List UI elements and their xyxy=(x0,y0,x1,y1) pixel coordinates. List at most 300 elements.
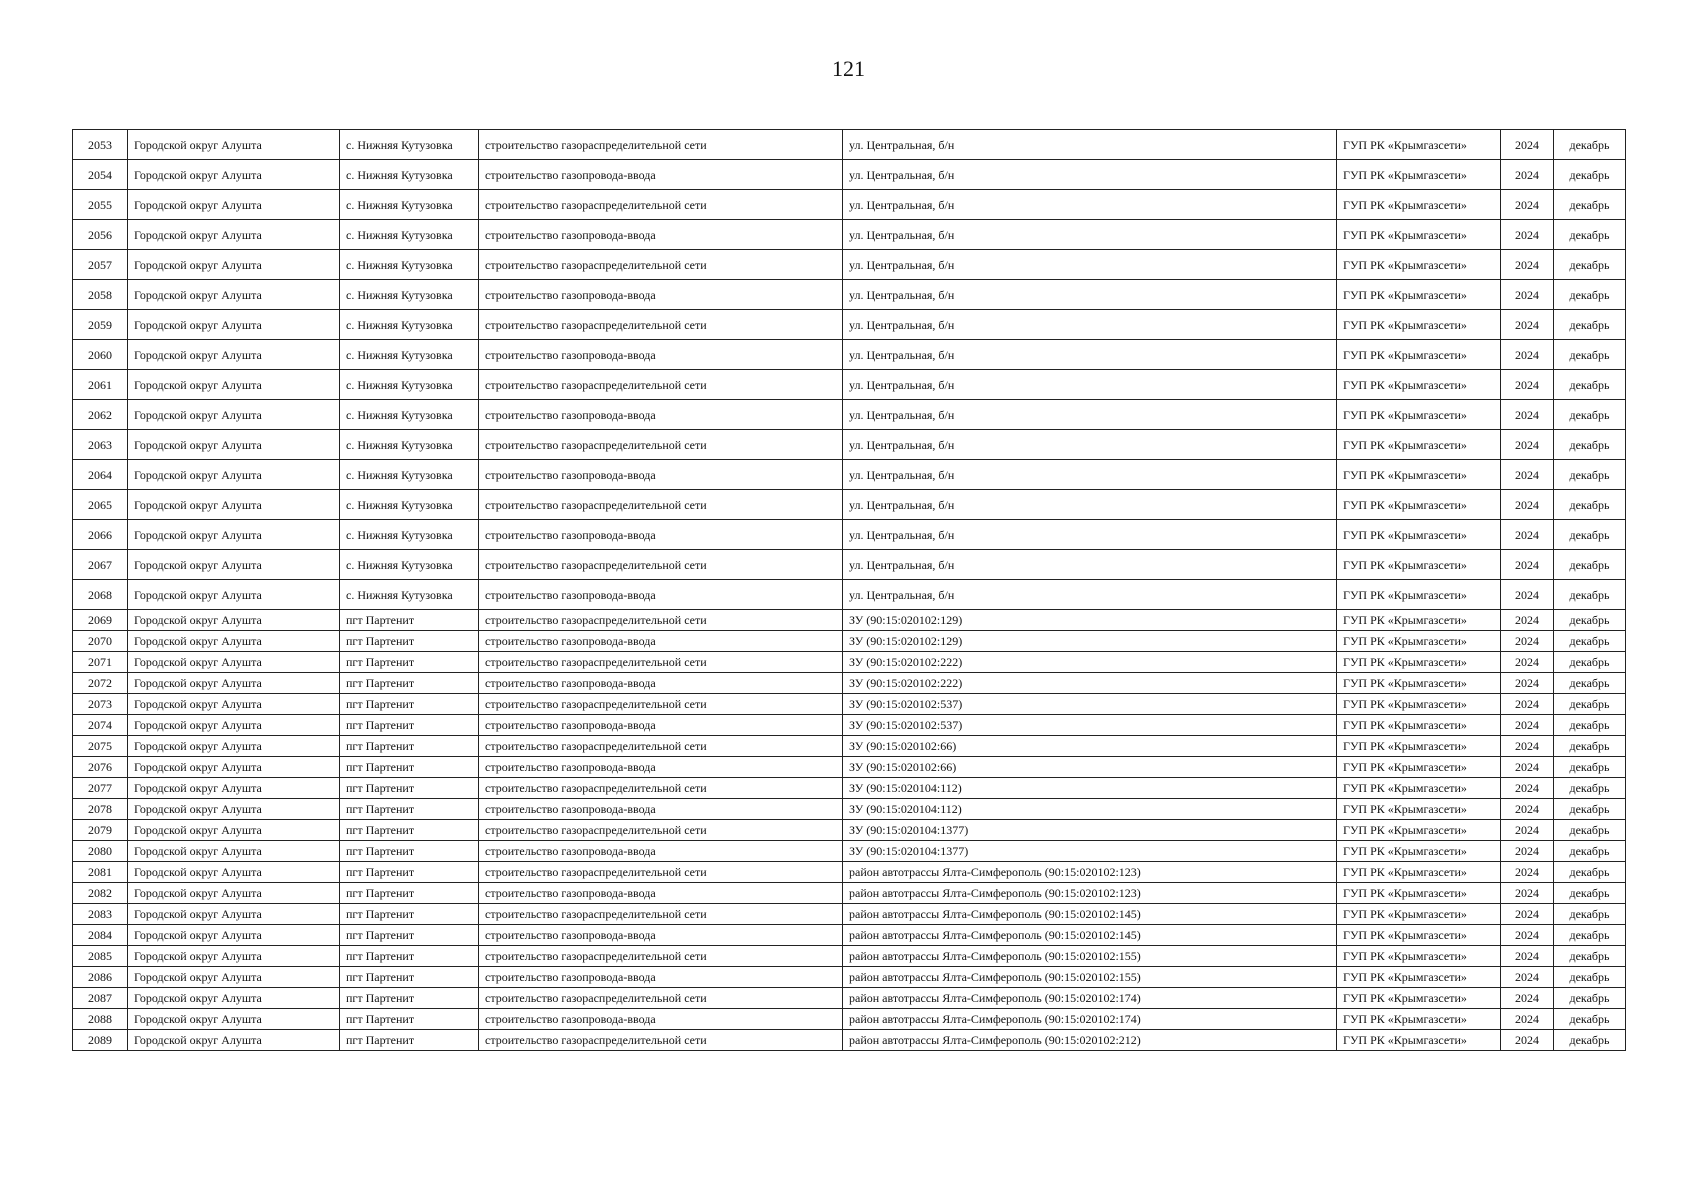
work-type-cell: строительство газораспределительной сети xyxy=(479,904,843,925)
table-row xyxy=(73,862,1626,883)
location-cell: ЗУ (90:15:020104:112) xyxy=(843,778,1337,799)
district-cell: Городской округ Алушта xyxy=(128,862,340,883)
work-type-cell: строительство газопровода-ввода xyxy=(479,280,843,310)
work-type-cell: строительство газопровода-ввода xyxy=(479,883,843,904)
location-cell: ЗУ (90:15:020102:537) xyxy=(843,715,1337,736)
location-cell: район автотрассы Ялта-Симферополь (90:15:020102:123) xyxy=(843,883,1337,904)
settlement-cell: пгт Партенит xyxy=(340,904,479,925)
table-row xyxy=(73,946,1626,967)
year-cell: 2024 xyxy=(1501,130,1554,160)
operator-cell: ГУП РК «Крымгазсети» xyxy=(1337,841,1501,862)
month-cell: декабрь xyxy=(1554,925,1626,946)
work-type-cell: строительство газопровода-ввода xyxy=(479,460,843,490)
month-cell: декабрь xyxy=(1554,736,1626,757)
location-cell: район автотрассы Ялта-Симферополь (90:15:020102:145) xyxy=(843,904,1337,925)
year-cell: 2024 xyxy=(1501,370,1554,400)
location-cell: ЗУ (90:15:020104:1377) xyxy=(843,820,1337,841)
table-row xyxy=(73,820,1626,841)
year-cell: 2024 xyxy=(1501,610,1554,631)
year-cell: 2024 xyxy=(1501,190,1554,220)
operator-cell: ГУП РК «Крымгазсети» xyxy=(1337,694,1501,715)
district-cell: Городской округ Алушта xyxy=(128,580,340,610)
district-cell: Городской округ Алушта xyxy=(128,967,340,988)
row-number: 2057 xyxy=(73,250,128,280)
district-cell: Городской округ Алушта xyxy=(128,841,340,862)
settlement-cell: пгт Партенит xyxy=(340,631,479,652)
location-cell: ул. Центральная, б/н xyxy=(843,520,1337,550)
location-cell: район автотрассы Ялта-Симферополь (90:15:020102:212) xyxy=(843,1030,1337,1051)
row-number: 2088 xyxy=(73,1009,128,1030)
location-cell: ул. Центральная, б/н xyxy=(843,580,1337,610)
operator-cell: ГУП РК «Крымгазсети» xyxy=(1337,757,1501,778)
year-cell: 2024 xyxy=(1501,550,1554,580)
table-row xyxy=(73,715,1626,736)
year-cell: 2024 xyxy=(1501,883,1554,904)
settlement-cell: с. Нижняя Кутузовка xyxy=(340,490,479,520)
row-number: 2087 xyxy=(73,988,128,1009)
year-cell: 2024 xyxy=(1501,652,1554,673)
table-row xyxy=(73,967,1626,988)
location-cell: ул. Центральная, б/н xyxy=(843,190,1337,220)
work-type-cell: строительство газопровода-ввода xyxy=(479,841,843,862)
table-row xyxy=(73,652,1626,673)
month-cell: декабрь xyxy=(1554,130,1626,160)
gasification-schedule-table xyxy=(72,129,1626,1051)
settlement-cell: пгт Партенит xyxy=(340,715,479,736)
work-type-cell: строительство газопровода-ввода xyxy=(479,757,843,778)
row-number: 2061 xyxy=(73,370,128,400)
year-cell: 2024 xyxy=(1501,820,1554,841)
district-cell: Городской округ Алушта xyxy=(128,736,340,757)
table-row xyxy=(73,904,1626,925)
year-cell: 2024 xyxy=(1501,757,1554,778)
location-cell: район автотрассы Ялта-Симферополь (90:15:020102:123) xyxy=(843,862,1337,883)
work-type-cell: строительство газораспределительной сети xyxy=(479,550,843,580)
operator-cell: ГУП РК «Крымгазсети» xyxy=(1337,370,1501,400)
settlement-cell: пгт Партенит xyxy=(340,736,479,757)
settlement-cell: с. Нижняя Кутузовка xyxy=(340,250,479,280)
district-cell: Городской округ Алушта xyxy=(128,715,340,736)
month-cell: декабрь xyxy=(1554,673,1626,694)
row-number: 2077 xyxy=(73,778,128,799)
row-number: 2064 xyxy=(73,460,128,490)
year-cell: 2024 xyxy=(1501,520,1554,550)
row-number: 2074 xyxy=(73,715,128,736)
table-row xyxy=(73,841,1626,862)
table-row xyxy=(73,160,1626,190)
year-cell: 2024 xyxy=(1501,430,1554,460)
work-type-cell: строительство газопровода-ввода xyxy=(479,220,843,250)
work-type-cell: строительство газораспределительной сети xyxy=(479,694,843,715)
operator-cell: ГУП РК «Крымгазсети» xyxy=(1337,280,1501,310)
row-number: 2067 xyxy=(73,550,128,580)
row-number: 2078 xyxy=(73,799,128,820)
settlement-cell: с. Нижняя Кутузовка xyxy=(340,520,479,550)
settlement-cell: с. Нижняя Кутузовка xyxy=(340,370,479,400)
row-number: 2065 xyxy=(73,490,128,520)
settlement-cell: с. Нижняя Кутузовка xyxy=(340,430,479,460)
month-cell: декабрь xyxy=(1554,250,1626,280)
month-cell: декабрь xyxy=(1554,631,1626,652)
settlement-cell: пгт Партенит xyxy=(340,694,479,715)
table-row xyxy=(73,631,1626,652)
district-cell: Городской округ Алушта xyxy=(128,946,340,967)
work-type-cell: строительство газораспределительной сети xyxy=(479,430,843,460)
district-cell: Городской округ Алушта xyxy=(128,130,340,160)
year-cell: 2024 xyxy=(1501,160,1554,190)
month-cell: декабрь xyxy=(1554,280,1626,310)
district-cell: Городской округ Алушта xyxy=(128,160,340,190)
year-cell: 2024 xyxy=(1501,250,1554,280)
district-cell: Городской округ Алушта xyxy=(128,652,340,673)
settlement-cell: с. Нижняя Кутузовка xyxy=(340,310,479,340)
settlement-cell: с. Нижняя Кутузовка xyxy=(340,280,479,310)
month-cell: декабрь xyxy=(1554,967,1626,988)
row-number: 2089 xyxy=(73,1030,128,1051)
location-cell: ул. Центральная, б/н xyxy=(843,340,1337,370)
settlement-cell: пгт Партенит xyxy=(340,967,479,988)
settlement-cell: пгт Партенит xyxy=(340,988,479,1009)
settlement-cell: пгт Партенит xyxy=(340,778,479,799)
operator-cell: ГУП РК «Крымгазсети» xyxy=(1337,778,1501,799)
work-type-cell: строительство газопровода-ввода xyxy=(479,520,843,550)
district-cell: Городской округ Алушта xyxy=(128,370,340,400)
table-body xyxy=(73,130,1626,1051)
settlement-cell: пгт Партенит xyxy=(340,946,479,967)
district-cell: Городской округ Алушта xyxy=(128,550,340,580)
location-cell: ЗУ (90:15:020102:537) xyxy=(843,694,1337,715)
district-cell: Городской округ Алушта xyxy=(128,280,340,310)
table-row xyxy=(73,250,1626,280)
table-row xyxy=(73,190,1626,220)
row-number: 2082 xyxy=(73,883,128,904)
table-row xyxy=(73,883,1626,904)
location-cell: ул. Центральная, б/н xyxy=(843,280,1337,310)
row-number: 2063 xyxy=(73,430,128,460)
district-cell: Городской округ Алушта xyxy=(128,820,340,841)
table-row xyxy=(73,490,1626,520)
table-row xyxy=(73,550,1626,580)
district-cell: Городской округ Алушта xyxy=(128,340,340,370)
work-type-cell: строительство газопровода-ввода xyxy=(479,340,843,370)
table-row xyxy=(73,988,1626,1009)
settlement-cell: с. Нижняя Кутузовка xyxy=(340,580,479,610)
settlement-cell: с. Нижняя Кутузовка xyxy=(340,340,479,370)
row-number: 2062 xyxy=(73,400,128,430)
row-number: 2072 xyxy=(73,673,128,694)
operator-cell: ГУП РК «Крымгазсети» xyxy=(1337,799,1501,820)
operator-cell: ГУП РК «Крымгазсети» xyxy=(1337,820,1501,841)
operator-cell: ГУП РК «Крымгазсети» xyxy=(1337,1009,1501,1030)
location-cell: район автотрассы Ялта-Симферополь (90:15:020102:155) xyxy=(843,967,1337,988)
work-type-cell: строительство газопровода-ввода xyxy=(479,400,843,430)
table-row xyxy=(73,673,1626,694)
row-number: 2076 xyxy=(73,757,128,778)
year-cell: 2024 xyxy=(1501,280,1554,310)
location-cell: ЗУ (90:15:020104:112) xyxy=(843,799,1337,820)
table-row xyxy=(73,799,1626,820)
settlement-cell: пгт Партенит xyxy=(340,1009,479,1030)
location-cell: ЗУ (90:15:020102:66) xyxy=(843,757,1337,778)
operator-cell: ГУП РК «Крымгазсети» xyxy=(1337,946,1501,967)
district-cell: Городской округ Алушта xyxy=(128,520,340,550)
location-cell: ЗУ (90:15:020102:129) xyxy=(843,631,1337,652)
operator-cell: ГУП РК «Крымгазсети» xyxy=(1337,673,1501,694)
operator-cell: ГУП РК «Крымгазсети» xyxy=(1337,460,1501,490)
year-cell: 2024 xyxy=(1501,631,1554,652)
row-number: 2070 xyxy=(73,631,128,652)
year-cell: 2024 xyxy=(1501,1030,1554,1051)
table-row xyxy=(73,610,1626,631)
month-cell: декабрь xyxy=(1554,778,1626,799)
table-row xyxy=(73,430,1626,460)
operator-cell: ГУП РК «Крымгазсети» xyxy=(1337,967,1501,988)
operator-cell: ГУП РК «Крымгазсети» xyxy=(1337,925,1501,946)
settlement-cell: пгт Партенит xyxy=(340,757,479,778)
work-type-cell: строительство газораспределительной сети xyxy=(479,310,843,340)
settlement-cell: пгт Партенит xyxy=(340,673,479,694)
row-number: 2079 xyxy=(73,820,128,841)
page-number: 121 xyxy=(832,56,865,81)
settlement-cell: пгт Партенит xyxy=(340,862,479,883)
operator-cell: ГУП РК «Крымгазсети» xyxy=(1337,520,1501,550)
table-row xyxy=(73,778,1626,799)
operator-cell: ГУП РК «Крымгазсети» xyxy=(1337,580,1501,610)
settlement-cell: с. Нижняя Кутузовка xyxy=(340,400,479,430)
operator-cell: ГУП РК «Крымгазсети» xyxy=(1337,490,1501,520)
table-row xyxy=(73,736,1626,757)
table-row xyxy=(73,370,1626,400)
year-cell: 2024 xyxy=(1501,841,1554,862)
operator-cell: ГУП РК «Крымгазсети» xyxy=(1337,883,1501,904)
district-cell: Городской округ Алушта xyxy=(128,1030,340,1051)
location-cell: ул. Центральная, б/н xyxy=(843,250,1337,280)
table-row xyxy=(73,220,1626,250)
month-cell: декабрь xyxy=(1554,862,1626,883)
row-number: 2053 xyxy=(73,130,128,160)
table-row xyxy=(73,340,1626,370)
month-cell: декабрь xyxy=(1554,190,1626,220)
settlement-cell: с. Нижняя Кутузовка xyxy=(340,190,479,220)
row-number: 2075 xyxy=(73,736,128,757)
year-cell: 2024 xyxy=(1501,460,1554,490)
month-cell: декабрь xyxy=(1554,820,1626,841)
settlement-cell: с. Нижняя Кутузовка xyxy=(340,460,479,490)
district-cell: Городской округ Алушта xyxy=(128,988,340,1009)
district-cell: Городской округ Алушта xyxy=(128,400,340,430)
operator-cell: ГУП РК «Крымгазсети» xyxy=(1337,862,1501,883)
location-cell: ЗУ (90:15:020102:222) xyxy=(843,652,1337,673)
work-type-cell: строительство газопровода-ввода xyxy=(479,160,843,190)
year-cell: 2024 xyxy=(1501,673,1554,694)
operator-cell: ГУП РК «Крымгазсети» xyxy=(1337,631,1501,652)
row-number: 2068 xyxy=(73,580,128,610)
district-cell: Городской округ Алушта xyxy=(128,694,340,715)
year-cell: 2024 xyxy=(1501,220,1554,250)
work-type-cell: строительство газопровода-ввода xyxy=(479,580,843,610)
settlement-cell: пгт Партенит xyxy=(340,820,479,841)
district-cell: Городской округ Алушта xyxy=(128,460,340,490)
location-cell: район автотрассы Ялта-Симферополь (90:15:020102:155) xyxy=(843,946,1337,967)
year-cell: 2024 xyxy=(1501,715,1554,736)
operator-cell: ГУП РК «Крымгазсети» xyxy=(1337,988,1501,1009)
district-cell: Городской округ Алушта xyxy=(128,490,340,520)
month-cell: декабрь xyxy=(1554,490,1626,520)
year-cell: 2024 xyxy=(1501,778,1554,799)
work-type-cell: строительство газопровода-ввода xyxy=(479,715,843,736)
operator-cell: ГУП РК «Крымгазсети» xyxy=(1337,1030,1501,1051)
location-cell: ул. Центральная, б/н xyxy=(843,430,1337,460)
year-cell: 2024 xyxy=(1501,925,1554,946)
location-cell: ул. Центральная, б/н xyxy=(843,460,1337,490)
operator-cell: ГУП РК «Крымгазсети» xyxy=(1337,550,1501,580)
location-cell: ЗУ (90:15:020102:222) xyxy=(843,673,1337,694)
district-cell: Городской округ Алушта xyxy=(128,250,340,280)
operator-cell: ГУП РК «Крымгазсети» xyxy=(1337,610,1501,631)
location-cell: ЗУ (90:15:020104:1377) xyxy=(843,841,1337,862)
month-cell: декабрь xyxy=(1554,460,1626,490)
district-cell: Городской округ Алушта xyxy=(128,220,340,250)
work-type-cell: строительство газораспределительной сети xyxy=(479,862,843,883)
work-type-cell: строительство газораспределительной сети xyxy=(479,820,843,841)
month-cell: декабрь xyxy=(1554,946,1626,967)
month-cell: декабрь xyxy=(1554,610,1626,631)
operator-cell: ГУП РК «Крымгазсети» xyxy=(1337,310,1501,340)
month-cell: декабрь xyxy=(1554,580,1626,610)
row-number: 2081 xyxy=(73,862,128,883)
year-cell: 2024 xyxy=(1501,580,1554,610)
work-type-cell: строительство газопровода-ввода xyxy=(479,925,843,946)
table-row xyxy=(73,925,1626,946)
work-type-cell: строительство газораспределительной сети xyxy=(479,778,843,799)
settlement-cell: с. Нижняя Кутузовка xyxy=(340,160,479,190)
work-type-cell: строительство газораспределительной сети xyxy=(479,250,843,280)
work-type-cell: строительство газопровода-ввода xyxy=(479,967,843,988)
month-cell: декабрь xyxy=(1554,904,1626,925)
settlement-cell: с. Нижняя Кутузовка xyxy=(340,130,479,160)
row-number: 2054 xyxy=(73,160,128,190)
table-row xyxy=(73,520,1626,550)
row-number: 2058 xyxy=(73,280,128,310)
settlement-cell: пгт Партенит xyxy=(340,799,479,820)
month-cell: декабрь xyxy=(1554,799,1626,820)
district-cell: Городской округ Алушта xyxy=(128,190,340,220)
district-cell: Городской округ Алушта xyxy=(128,610,340,631)
table-row xyxy=(73,580,1626,610)
work-type-cell: строительство газопровода-ввода xyxy=(479,673,843,694)
district-cell: Городской округ Алушта xyxy=(128,883,340,904)
month-cell: декабрь xyxy=(1554,988,1626,1009)
settlement-cell: пгт Партенит xyxy=(340,1030,479,1051)
operator-cell: ГУП РК «Крымгазсети» xyxy=(1337,904,1501,925)
work-type-cell: строительство газораспределительной сети xyxy=(479,370,843,400)
year-cell: 2024 xyxy=(1501,340,1554,370)
table-row xyxy=(73,310,1626,340)
district-cell: Городской округ Алушта xyxy=(128,430,340,460)
month-cell: декабрь xyxy=(1554,430,1626,460)
location-cell: ул. Центральная, б/н xyxy=(843,160,1337,190)
work-type-cell: строительство газораспределительной сети xyxy=(479,610,843,631)
work-type-cell: строительство газораспределительной сети xyxy=(479,490,843,520)
year-cell: 2024 xyxy=(1501,799,1554,820)
year-cell: 2024 xyxy=(1501,967,1554,988)
table-row xyxy=(73,280,1626,310)
settlement-cell: пгт Партенит xyxy=(340,841,479,862)
table-row xyxy=(73,130,1626,160)
row-number: 2073 xyxy=(73,694,128,715)
operator-cell: ГУП РК «Крымгазсети» xyxy=(1337,250,1501,280)
year-cell: 2024 xyxy=(1501,862,1554,883)
month-cell: декабрь xyxy=(1554,400,1626,430)
year-cell: 2024 xyxy=(1501,736,1554,757)
table-row xyxy=(73,460,1626,490)
row-number: 2056 xyxy=(73,220,128,250)
row-number: 2084 xyxy=(73,925,128,946)
table-row xyxy=(73,757,1626,778)
district-cell: Городской округ Алушта xyxy=(128,925,340,946)
table-row xyxy=(73,400,1626,430)
year-cell: 2024 xyxy=(1501,490,1554,520)
table-row xyxy=(73,1030,1626,1051)
table-row xyxy=(73,694,1626,715)
month-cell: декабрь xyxy=(1554,550,1626,580)
settlement-cell: пгт Партенит xyxy=(340,925,479,946)
month-cell: декабрь xyxy=(1554,1009,1626,1030)
district-cell: Городской округ Алушта xyxy=(128,778,340,799)
operator-cell: ГУП РК «Крымгазсети» xyxy=(1337,160,1501,190)
month-cell: декабрь xyxy=(1554,652,1626,673)
location-cell: ул. Центральная, б/н xyxy=(843,490,1337,520)
work-type-cell: строительство газораспределительной сети xyxy=(479,652,843,673)
district-cell: Городской округ Алушта xyxy=(128,310,340,340)
month-cell: декабрь xyxy=(1554,883,1626,904)
month-cell: декабрь xyxy=(1554,160,1626,190)
row-number: 2055 xyxy=(73,190,128,220)
work-type-cell: строительство газораспределительной сети xyxy=(479,1030,843,1051)
settlement-cell: пгт Партенит xyxy=(340,652,479,673)
year-cell: 2024 xyxy=(1501,946,1554,967)
row-number: 2085 xyxy=(73,946,128,967)
location-cell: ул. Центральная, б/н xyxy=(843,130,1337,160)
row-number: 2071 xyxy=(73,652,128,673)
work-type-cell: строительство газораспределительной сети xyxy=(479,988,843,1009)
district-cell: Городской округ Алушта xyxy=(128,1009,340,1030)
month-cell: декабрь xyxy=(1554,757,1626,778)
row-number: 2059 xyxy=(73,310,128,340)
table-row xyxy=(73,1009,1626,1030)
work-type-cell: строительство газораспределительной сети xyxy=(479,946,843,967)
row-number: 2080 xyxy=(73,841,128,862)
work-type-cell: строительство газопровода-ввода xyxy=(479,799,843,820)
work-type-cell: строительство газопровода-ввода xyxy=(479,1009,843,1030)
row-number: 2066 xyxy=(73,520,128,550)
row-number: 2086 xyxy=(73,967,128,988)
year-cell: 2024 xyxy=(1501,1009,1554,1030)
operator-cell: ГУП РК «Крымгазсети» xyxy=(1337,400,1501,430)
month-cell: декабрь xyxy=(1554,220,1626,250)
location-cell: ул. Центральная, б/н xyxy=(843,310,1337,340)
month-cell: декабрь xyxy=(1554,520,1626,550)
row-number: 2060 xyxy=(73,340,128,370)
district-cell: Городской округ Алушта xyxy=(128,904,340,925)
operator-cell: ГУП РК «Крымгазсети» xyxy=(1337,736,1501,757)
location-cell: район автотрассы Ялта-Симферополь (90:15:020102:174) xyxy=(843,1009,1337,1030)
work-type-cell: строительство газопровода-ввода xyxy=(479,631,843,652)
operator-cell: ГУП РК «Крымгазсети» xyxy=(1337,130,1501,160)
location-cell: ул. Центральная, б/н xyxy=(843,220,1337,250)
month-cell: декабрь xyxy=(1554,715,1626,736)
year-cell: 2024 xyxy=(1501,988,1554,1009)
